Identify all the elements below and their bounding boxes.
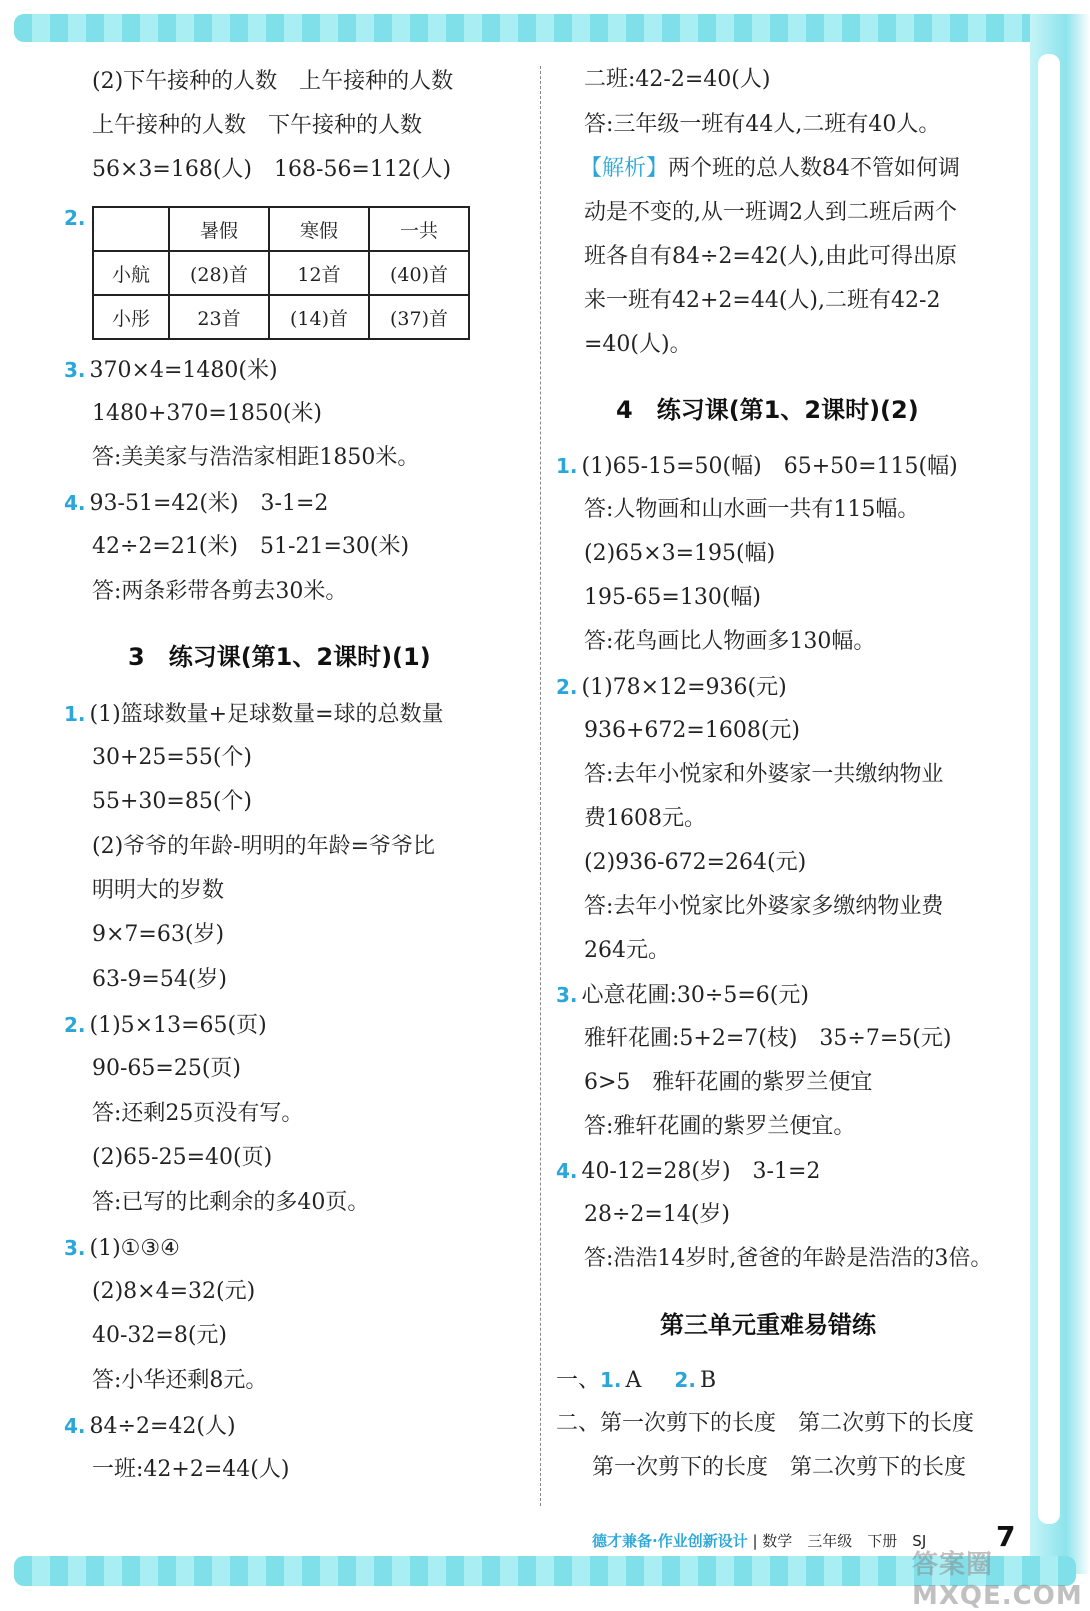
question-number: 3. — [64, 358, 86, 382]
answer-line: 答:雅轩花圃的紫罗兰便宜。 — [584, 1114, 856, 1139]
table-header-cell — [93, 207, 169, 251]
table-header-cell: 暑假 — [169, 207, 269, 251]
answer-line: 答:美美家与浩浩家相距1850米。 — [92, 445, 420, 470]
answer-line: (2)爷爷的年龄-明明的年龄=爷爷比 — [92, 834, 436, 859]
answer-text: (1)65-15=50(幅) 65+50=115(幅) — [581, 454, 958, 479]
answer-line: 40-32=8(元) — [92, 1323, 228, 1348]
question-number: 2. — [674, 1368, 696, 1392]
answer-line: 二、第一次剪下的长度 第二次剪下的长度 — [556, 1411, 975, 1436]
question-number: 2. — [64, 1013, 86, 1037]
analysis-line — [580, 155, 960, 183]
answer-line: 费1608元。 — [584, 806, 706, 831]
answer-line — [556, 452, 958, 481]
answer-line: (2)8×4=32(元) — [92, 1279, 256, 1304]
section-4-heading: 4 练习课(第1、2课时)(2) — [616, 396, 919, 424]
music-count-table — [92, 206, 470, 340]
table-header-cell: 一共 — [369, 207, 469, 251]
answer-line: 9×7=63(岁) — [92, 922, 225, 947]
answer-line: 答:还剩25页没有写。 — [92, 1101, 304, 1126]
question-number: 4. — [64, 491, 86, 515]
answer-text: 84÷2=42(人) — [89, 1414, 236, 1439]
brand-name: 德才兼备·作业创新设计 — [592, 1532, 748, 1550]
answer-line: 答:两条彩带各剪去30米。 — [92, 579, 348, 604]
answer-line: (2)65-25=40(页) — [92, 1145, 273, 1170]
answer-line: 答:小华还剩8元。 — [92, 1368, 268, 1393]
analysis-line: 来一班有42+2=44(人),二班有42-2 — [584, 288, 941, 313]
analysis-tag: 【解析】 — [580, 156, 669, 181]
left-line-3: 56×3=168(人) 168-56=112(人) — [92, 157, 452, 182]
answer-line — [556, 1366, 716, 1395]
answer-line — [556, 673, 787, 702]
answer-line: (2)936-672=264(元) — [584, 850, 807, 875]
answer-line — [64, 1011, 267, 1040]
page-footer: 德才兼备·作业创新设计 | 数学 三年级 下册 SJ — [592, 1532, 927, 1550]
page-frame-top — [0, 0, 1090, 50]
wave-border-right — [1030, 14, 1090, 1574]
table-cell: 小航 — [93, 251, 169, 295]
analysis-line: 班各自有84÷2=42(人),由此可得出原 — [584, 244, 958, 269]
analysis-line: =40(人)。 — [584, 332, 692, 357]
answer-line — [64, 1412, 236, 1441]
answer-line — [556, 981, 809, 1010]
answer-text: (1)①③④ — [89, 1236, 180, 1261]
answer-line: 一班:42+2=44(人) — [92, 1457, 290, 1482]
table-cell: (14)首 — [269, 295, 369, 339]
watermark: 答案圈 MXQE.COM — [912, 1550, 1083, 1611]
page-number: 7 — [996, 1520, 1016, 1553]
answer-line: 二班:42-2=40(人) — [584, 67, 771, 92]
answer-text: 93-51=42(米) 3-1=2 — [89, 491, 329, 516]
answer-line: 答:去年小悦家和外婆家一共缴纳物业 — [584, 762, 944, 787]
answer-line: 答:已写的比剩余的多40页。 — [92, 1190, 370, 1215]
question-number: 4. — [64, 1414, 86, 1438]
question-number: 1. — [556, 454, 578, 478]
left-line-1: (2)下午接种的人数 上午接种的人数 — [92, 69, 454, 94]
unit-review-heading: 第三单元重难易错练 — [660, 1311, 876, 1339]
answer-line — [556, 1157, 820, 1186]
answer-text: (1)篮球数量+足球数量=球的总数量 — [89, 702, 444, 727]
question-number: 1. — [600, 1368, 622, 1392]
answer-line: 答:人物画和山水画一共有115幅。 — [584, 497, 920, 522]
answer-line: 55+30=85(个) — [92, 789, 253, 814]
answer-line: 90-65=25(页) — [92, 1056, 242, 1081]
answer-line: 雅轩花圃:5+2=7(枝) 35÷7=5(元) — [584, 1026, 952, 1051]
answer-line: 28÷2=14(岁) — [584, 1202, 731, 1227]
question-number: 4. — [556, 1159, 578, 1183]
answer-line — [64, 489, 328, 518]
answer-text: 40-12=28(岁) 3-1=2 — [581, 1159, 821, 1184]
table-cell: 12首 — [269, 251, 369, 295]
table-header-row — [93, 207, 469, 251]
answer-text: 370×4=1480(米) — [89, 358, 278, 383]
answer-line — [64, 700, 444, 729]
answer-line: 936+672=1608(元) — [584, 718, 801, 743]
section-3-heading: 3 练习课(第1、2课时)(1) — [128, 643, 431, 671]
answer-line: 264元。 — [584, 938, 670, 963]
table-row — [93, 251, 469, 295]
table-header-cell: 寒假 — [269, 207, 369, 251]
answer-line: 30+25=55(个) — [92, 745, 253, 770]
question-2-label — [64, 204, 90, 233]
answer-line: 第一次剪下的长度 第二次剪下的长度 — [592, 1455, 967, 1480]
answer-text: B — [699, 1368, 717, 1393]
answer-text: 心意花圃:30÷5=6(元) — [581, 983, 809, 1008]
wave-border-right-inner — [1038, 54, 1060, 1524]
answer-line: 明明大的岁数 — [92, 878, 225, 903]
answer-line: 63-9=54(岁) — [92, 967, 228, 992]
left-line-2: 上午接种的人数 下午接种的人数 — [92, 113, 423, 138]
subject-info: 数学 三年级 下册 SJ — [762, 1532, 927, 1550]
answer-text: A — [625, 1368, 642, 1393]
answer-line: 1480+370=1850(米) — [92, 401, 323, 426]
analysis-text: 两个班的总人数84不管如何调 — [668, 156, 961, 181]
analysis-line: 动是不变的,从一班调2人到二班后两个 — [584, 200, 957, 225]
table-cell: (28)首 — [169, 251, 269, 295]
column-divider — [540, 66, 541, 1506]
question-number: 2. — [556, 675, 578, 699]
answer-line — [64, 356, 278, 385]
question-number: 2. — [64, 206, 86, 230]
table-cell: (40)首 — [369, 251, 469, 295]
table-cell: 小彤 — [93, 295, 169, 339]
answer-line — [64, 1234, 180, 1263]
table-cell: (37)首 — [369, 295, 469, 339]
answer-line: (2)65×3=195(幅) — [584, 541, 776, 566]
table-row — [93, 295, 469, 339]
answer-line: 42÷2=21(米) 51-21=30(米) — [92, 534, 410, 559]
answer-text: (1)5×13=65(页) — [89, 1013, 267, 1038]
question-number: 3. — [556, 983, 578, 1007]
wave-border-top — [14, 14, 1076, 42]
question-number: 1. — [64, 702, 86, 726]
answer-text: (1)78×12=936(元) — [581, 675, 787, 700]
answer-line: 195-65=130(幅) — [584, 585, 762, 610]
answer-line: 答:浩浩14岁时,爸爸的年龄是浩浩的3倍。 — [584, 1246, 993, 1271]
answer-line: 答:花鸟画比人物画多130幅。 — [584, 629, 876, 654]
answer-line: 答:去年小悦家比外婆家多缴纳物业费 — [584, 894, 944, 919]
answer-line: 答:三年级一班有44人,二班有40人。 — [584, 112, 941, 137]
answer-line: 6>5 雅轩花圃的紫罗兰便宜 — [584, 1070, 873, 1095]
table-cell: 23首 — [169, 295, 269, 339]
question-number: 3. — [64, 1236, 86, 1260]
section-prefix: 一、 — [556, 1368, 601, 1393]
